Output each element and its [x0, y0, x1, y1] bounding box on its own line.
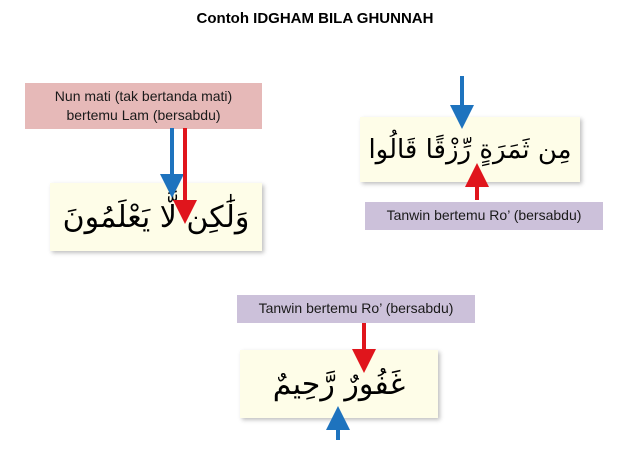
arabic-text: غَفُورٌ رَّحِيمٌ	[272, 366, 406, 402]
page-title: Contoh IDGHAM BILA GHUNNAH	[196, 10, 434, 27]
arabic-text: مِن ثَمَرَةٍ رِّزْقًا قَالُوا	[368, 134, 572, 165]
label-text: Nun mati (tak bertanda mati) bertemu Lam (bersabdu)	[54, 88, 233, 123]
arabic-text: وَلَٰكِن لَّا يَعْلَمُونَ	[62, 199, 250, 235]
label-text: Tanwin bertemu Ro’ (bersabdu)	[258, 300, 454, 316]
label-text: Tanwin bertemu Ro’ (bersabdu)	[386, 207, 582, 223]
